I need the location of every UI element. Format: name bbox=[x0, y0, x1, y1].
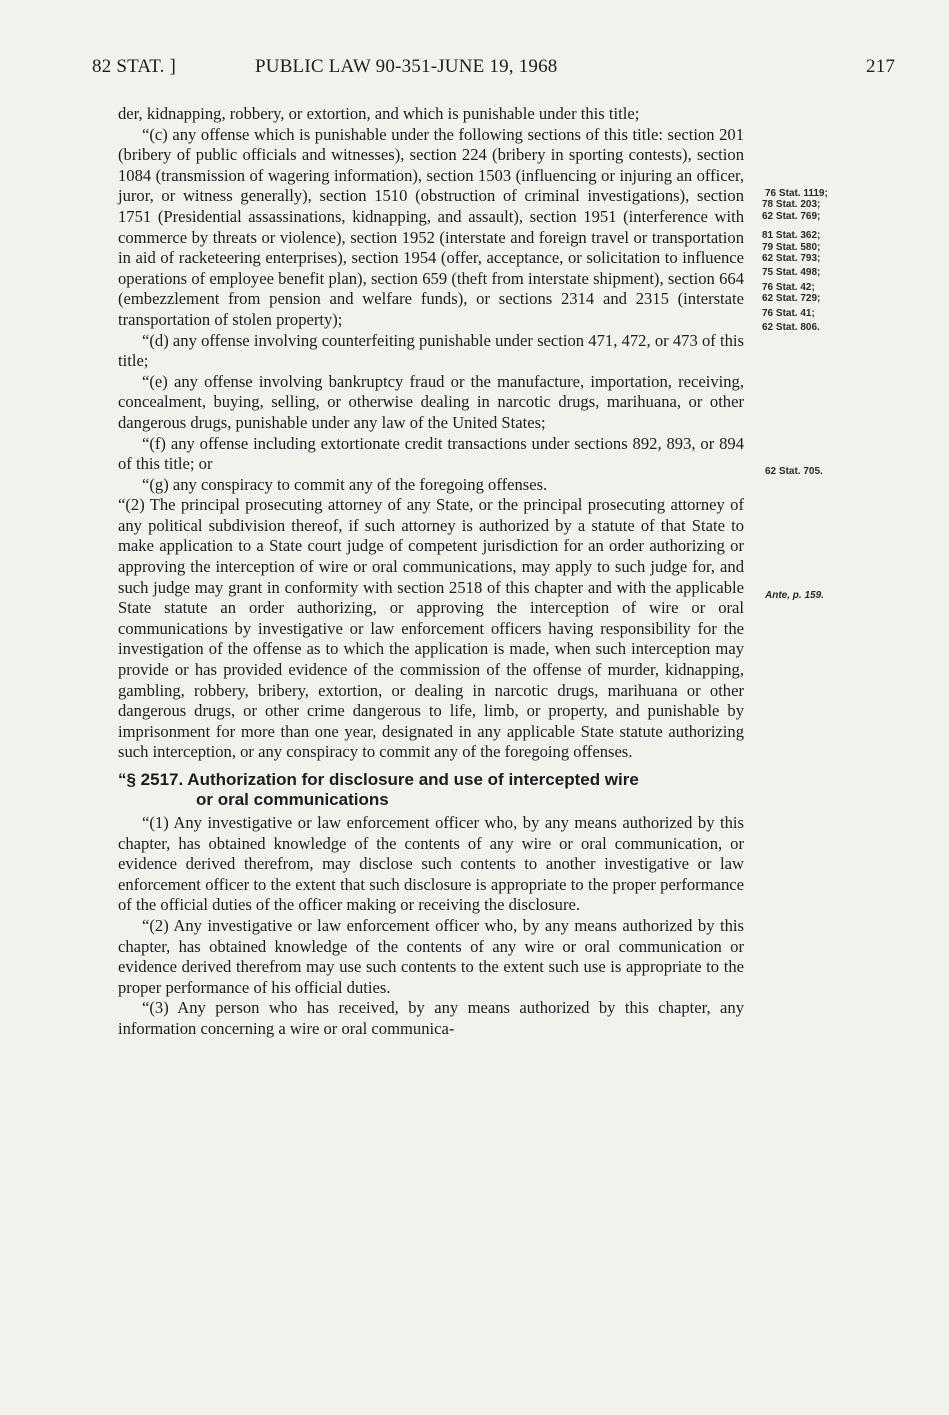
paragraph-d: “(d) any offense involving counterfeiting punishable under section 471, 472, or 473 of this title; bbox=[118, 330, 744, 371]
paragraph-c: “(c) any offense which is punishable under the following sections of this title: section 201 (bribery of public officials and witnesses), section 224 (bribery in sporting contests), section 1084 (transmission of wagering information), section 1503 (influencing or injuring an officer, juror, or witness generally), section 1510 (obstruction of criminal investigations), section 1751 (Presidential assassinations, kidnapping, and assault), section 1951 (interference with commerce by threats or violence), section 1952 (interstate and foreign travel or transportation in aid of racketeering enterprises), section 1954 (offer, acceptance, or solicitation to influence operations of employee benefit plan), section 659 (theft from interstate shipment), section 664 (embezzlement from pension and welfare funds), or sections 2314 and 2315 (interstate transportation of stolen property); bbox=[118, 124, 744, 329]
paragraph-2517-1: “(1) Any investigative or law enforcement officer who, by any means authorized by this chapter, has obtained knowledge of the contents of any wire or oral communication, or evidence derived therefrom, may disclose such contents to another investigative or law enforcement officer to the extent that such disclosure is appropriate to the proper performance of the official duties of the officer making or receiving the disclosure. bbox=[118, 813, 744, 915]
margin-citation: 81 Stat. 362; bbox=[762, 230, 821, 242]
margin-citation: 76 Stat. 1119; bbox=[765, 188, 828, 199]
section-heading-2517 bbox=[118, 770, 744, 810]
running-head-title: PUBLIC LAW 90-351-JUNE 19, 1968 bbox=[255, 56, 558, 77]
running-head-volume: 82 STAT. ] bbox=[92, 56, 177, 77]
paragraph-e: “(e) any offense involving bankruptcy fraud or the manufacture, importation, receiving, concealment, buying, selling, or otherwise dealing in narcotic drugs, marihuana, or other dangerous drugs, punishable under any law of the United States; bbox=[118, 371, 744, 432]
statute-body bbox=[118, 104, 744, 1040]
margin-citation-f: Ante, p. 159. bbox=[765, 590, 824, 601]
page-number: 217 bbox=[866, 56, 896, 77]
margin-citation: 79 Stat. 580; bbox=[762, 241, 821, 253]
margin-citation-d: 62 Stat. 705. bbox=[765, 466, 823, 477]
margin-citation: 62 Stat. 806. bbox=[762, 322, 820, 334]
margin-citation: 75 Stat. 498; bbox=[762, 267, 821, 279]
margin-citation: 78 Stat. 203; bbox=[762, 199, 821, 211]
margin-citations bbox=[762, 188, 882, 333]
paragraph-2517-2: “(2) Any investigative or law enforcement officer who, by any means authorized by this chapter, has obtained knowledge of the contents of any wire or oral communication or evidence derived therefrom may use such contents to the extent such use is appropriate to the proper performance of his official duties. bbox=[118, 915, 744, 997]
margin-citation: 76 Stat. 41; bbox=[762, 307, 815, 319]
margin-citation: 62 Stat. 793; bbox=[762, 253, 821, 265]
section-heading-line2: or oral communications bbox=[196, 790, 389, 809]
paragraph-f: “(f) any offense including extortionate credit transactions under sections 892, 893, or 894 of this title; or bbox=[118, 433, 744, 474]
paragraph-g: “(g) any conspiracy to commit any of the foregoing offenses. bbox=[142, 474, 548, 494]
margin-citation: 62 Stat. 729; bbox=[762, 293, 821, 305]
margin-citation: 76 Stat. 42; bbox=[762, 281, 815, 293]
paragraph-2: “(2) The principal prosecuting attorney of any State, or the principal prosecuting attorney of any political subdivision thereof, if such attorney is authorized by a statute of that State to make application to a State court judge of competent jurisdiction for an order authorizing or approving the interception of wire or oral communications, may apply to such judge for, and such judge may grant in conformity with section 2518 of this chapter and with the applicable State statute an order authorizing, or approving the interception of wire or oral communications by investigative or law enforcement officers having responsibility for the investigation of the offense as to which the application is made, when such interception may provide or has provided evidence of the commission of the offense of murder, kidnapping, gambling, robbery, bribery, extortion, or dealing in narcotic drugs, marihuana or other dangerous drugs, or other crime dangerous to life, limb, or property, and punishable by imprisonment for more than one year, designated in any applicable State statute authorizing such interception, or any conspiracy to commit any of the foregoing offenses. bbox=[118, 495, 744, 762]
section-heading-line1: “§ 2517. Authorization for disclosure and use of intercepted wire bbox=[118, 770, 639, 789]
margin-citation: 62 Stat. 769; bbox=[762, 210, 821, 222]
paragraph-2517-3: “(3) Any person who has received, by any means authorized by this chapter, any information concerning a wire or oral communica- bbox=[118, 998, 744, 1038]
paragraph-continuation: der, kidnapping, robbery, or extortion, and which is punishable under this title; bbox=[118, 104, 640, 123]
